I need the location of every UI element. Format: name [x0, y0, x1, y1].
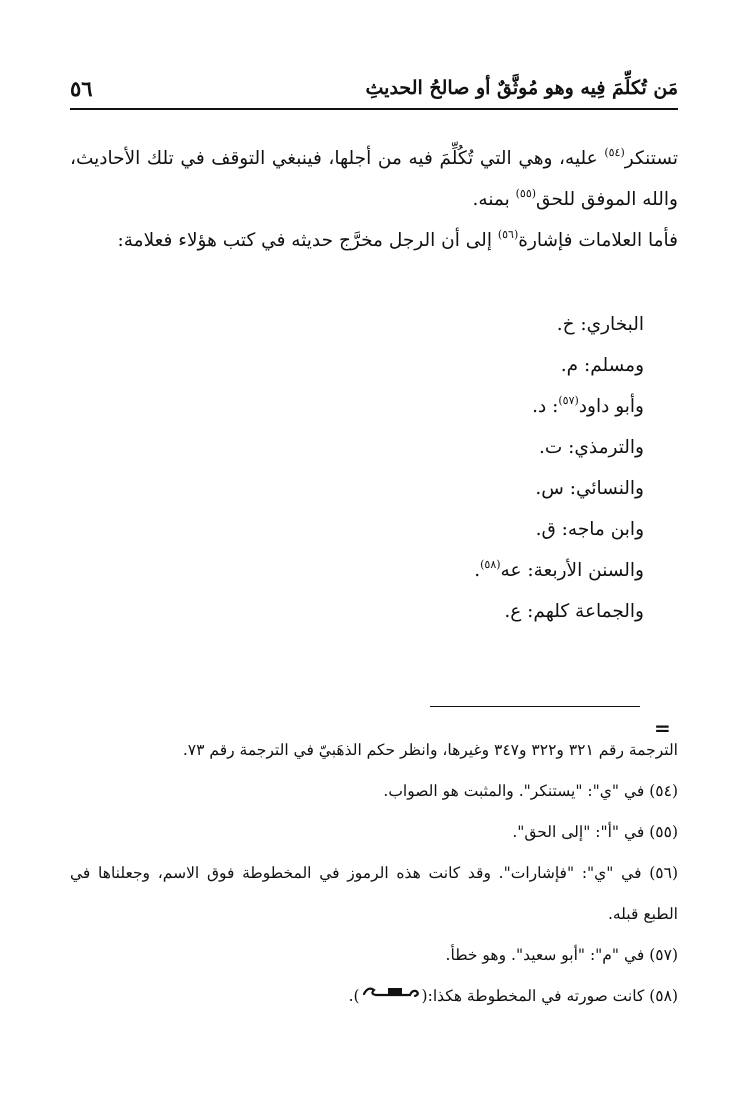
- symbol-line: [344, 345, 644, 386]
- footnote-57: (٥٧) في "م": "أبو سعيد". وهو خطأ.: [445, 946, 678, 964]
- symbol-line: [344, 468, 644, 509]
- footnote-58-text: (٥٨) كانت صورته في المخطوطة هكذا:(: [421, 987, 678, 1005]
- symbol-line: [344, 550, 644, 591]
- footnote-divider: [430, 706, 640, 707]
- footnote-ref-56: (٥٦): [497, 228, 519, 241]
- manuscript-symbol-image: [360, 977, 422, 1018]
- footnote-continuation: الترجمة رقم ٣٢١ و٣٢٢ و٣٤٧ وغيرها، وانظر حكم الذهَبيّ في الترجمة رقم ٧٣.: [182, 741, 678, 759]
- main-text: [70, 138, 678, 261]
- footnote-56: (٥٦) في "ي": "فإشارات". وقد كانت هذه الرموز في المخطوطة فوق الاسم، وجعلناها في الطبع قبله.: [70, 864, 678, 923]
- symbol-line: [344, 509, 644, 550]
- paragraph-1-text-b: عليه، وهي التي تُكُلِّمَ فيه من أجلها، فينبغي التوقف في تلك الأحاديث، والله الموفق للحق: [70, 148, 678, 210]
- paragraph-1: [70, 138, 678, 220]
- symbol-line: [344, 591, 644, 632]
- symbol-text: والسنن الأربعة: عه: [500, 560, 644, 581]
- running-title: مَن تُكلِّمَ فِيه وهو مُوثَّقٌ أو صالحُ الحديثِ: [365, 77, 678, 99]
- paragraph-2-text-b: إلى أن الرجل مخرَّج حديثه في كتب هؤلاء فعلامة:: [117, 230, 498, 251]
- symbol-text: البخاري: خ.: [556, 314, 644, 335]
- symbol-line: [344, 427, 644, 468]
- symbol-text: والنسائي: س.: [535, 478, 644, 499]
- header-divider: [70, 108, 678, 110]
- symbol-text: وأبو داود: [578, 396, 644, 417]
- footnote-58: [70, 976, 678, 1018]
- paragraph-2: [70, 220, 678, 261]
- paragraph-2-text-a: فأما العلامات فإشارة: [518, 230, 678, 251]
- symbol-line: [344, 304, 644, 345]
- footnote-55: (٥٥) في "أ": "إلى الحق".: [512, 823, 678, 841]
- paragraph-1-text-a: تستنكر: [624, 148, 678, 169]
- symbol-list: [344, 304, 644, 632]
- symbol-text: وابن ماجه: ق.: [535, 519, 644, 540]
- symbol-text: ومسلم: م.: [560, 355, 644, 376]
- symbol-line: [344, 386, 644, 427]
- symbol-text: والترمذي: ت.: [538, 437, 644, 458]
- page-number: ٥٦: [70, 75, 93, 101]
- footnotes: [70, 730, 678, 1018]
- footnote-ref-54: (٥٤): [604, 146, 625, 159]
- footnote-ref-58: (٥٨): [480, 558, 501, 571]
- footnote-58-suffix: ).: [348, 987, 360, 1005]
- paragraph-1-text-c: بمنه.: [472, 189, 516, 210]
- symbol-text: والجماعة كلهم: ع.: [504, 601, 644, 622]
- running-header: [70, 68, 678, 108]
- symbol-text-after: : د.: [532, 396, 559, 417]
- footnote-ref-55: (٥٥): [515, 187, 537, 200]
- footnote-54: (٥٤) في "ي": "يستنكر". والمثبت هو الصواب.: [383, 782, 678, 800]
- manuscript-symbol-drawing: [360, 980, 422, 1002]
- footnote-continuation-marker: =: [654, 716, 671, 740]
- footnote-ref-57: (٥٧): [558, 394, 579, 407]
- symbol-text-after: .: [474, 560, 481, 581]
